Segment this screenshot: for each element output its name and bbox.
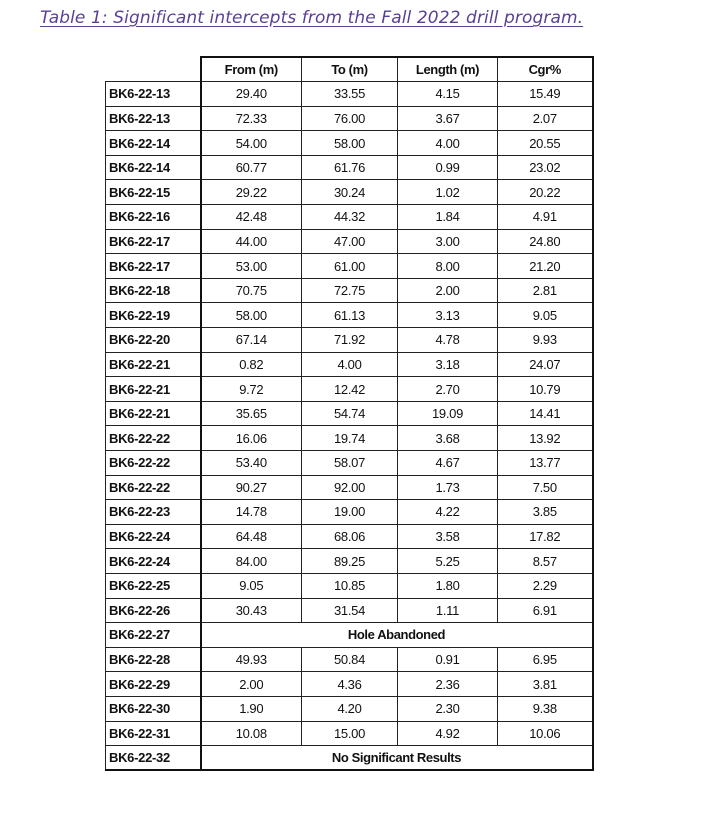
hole-id-cell: BK6-22-19	[106, 303, 201, 328]
from-cell: 72.33	[201, 106, 302, 131]
from-cell: 1.90	[201, 696, 302, 721]
hole-id-cell: BK6-22-15	[106, 180, 201, 205]
from-cell: 49.93	[201, 647, 302, 672]
length-cell: 3.58	[398, 524, 498, 549]
table-row	[106, 746, 593, 771]
cgr-cell: 6.91	[498, 598, 593, 623]
from-cell: 44.00	[201, 229, 302, 254]
from-cell: 54.00	[201, 131, 302, 156]
intercepts-table	[105, 56, 594, 771]
hole-id-cell: BK6-22-16	[106, 205, 201, 230]
header-length: Length (m)	[398, 57, 498, 82]
to-cell: 33.55	[302, 82, 398, 107]
table-row	[106, 573, 593, 598]
table-row	[106, 500, 593, 525]
hole-id-cell: BK6-22-21	[106, 352, 201, 377]
length-cell: 4.22	[398, 500, 498, 525]
table-row	[106, 254, 593, 279]
table-row	[106, 672, 593, 697]
hole-id-cell: BK6-22-28	[106, 647, 201, 672]
length-cell: 4.67	[398, 451, 498, 476]
table-row	[106, 401, 593, 426]
table-row	[106, 82, 593, 107]
length-cell: 2.70	[398, 377, 498, 402]
cgr-cell: 2.29	[498, 573, 593, 598]
cgr-cell: 2.07	[498, 106, 593, 131]
from-cell: 35.65	[201, 401, 302, 426]
table-row	[106, 475, 593, 500]
cgr-cell: 24.80	[498, 229, 593, 254]
table-row	[106, 229, 593, 254]
to-cell: 4.00	[302, 352, 398, 377]
to-cell: 61.76	[302, 155, 398, 180]
length-cell: 4.15	[398, 82, 498, 107]
from-cell: 16.06	[201, 426, 302, 451]
to-cell: 92.00	[302, 475, 398, 500]
table-caption: Table 1: Significant intercepts from the Fall 2022 drill program.	[40, 8, 584, 28]
hole-id-cell: BK6-22-31	[106, 721, 201, 746]
cgr-cell: 3.81	[498, 672, 593, 697]
header-to: To (m)	[302, 57, 398, 82]
to-cell: 61.00	[302, 254, 398, 279]
to-cell: 58.07	[302, 451, 398, 476]
cgr-cell: 13.77	[498, 451, 593, 476]
hole-id-cell: BK6-22-13	[106, 106, 201, 131]
hole-id-cell: BK6-22-22	[106, 475, 201, 500]
table-row	[106, 647, 593, 672]
from-cell: 29.22	[201, 180, 302, 205]
cgr-cell: 9.38	[498, 696, 593, 721]
from-cell: 58.00	[201, 303, 302, 328]
cgr-cell: 23.02	[498, 155, 593, 180]
to-cell: 4.20	[302, 696, 398, 721]
to-cell: 50.84	[302, 647, 398, 672]
table-row	[106, 426, 593, 451]
to-cell: 4.36	[302, 672, 398, 697]
cgr-cell: 20.22	[498, 180, 593, 205]
cgr-cell: 6.95	[498, 647, 593, 672]
to-cell: 44.32	[302, 205, 398, 230]
cgr-cell: 20.55	[498, 131, 593, 156]
from-cell: 9.72	[201, 377, 302, 402]
length-cell: 4.92	[398, 721, 498, 746]
cgr-cell: 9.05	[498, 303, 593, 328]
cgr-cell: 14.41	[498, 401, 593, 426]
from-cell: 53.00	[201, 254, 302, 279]
from-cell: 70.75	[201, 278, 302, 303]
header-blank-cell	[106, 57, 201, 82]
table-row	[106, 696, 593, 721]
cgr-cell: 10.79	[498, 377, 593, 402]
header-from: From (m)	[201, 57, 302, 82]
length-cell: 1.73	[398, 475, 498, 500]
hole-id-cell: BK6-22-30	[106, 696, 201, 721]
hole-id-cell: BK6-22-26	[106, 598, 201, 623]
to-cell: 31.54	[302, 598, 398, 623]
hole-id-cell: BK6-22-23	[106, 500, 201, 525]
length-cell: 1.02	[398, 180, 498, 205]
hole-id-cell: BK6-22-17	[106, 229, 201, 254]
to-cell: 58.00	[302, 131, 398, 156]
hole-id-cell: BK6-22-25	[106, 573, 201, 598]
length-cell: 8.00	[398, 254, 498, 279]
hole-id-cell: BK6-22-21	[106, 401, 201, 426]
merged-note-cell: No Significant Results	[201, 746, 593, 771]
cgr-cell: 2.81	[498, 278, 593, 303]
hole-id-cell: BK6-22-22	[106, 451, 201, 476]
to-cell: 30.24	[302, 180, 398, 205]
merged-note-cell: Hole Abandoned	[201, 623, 593, 648]
from-cell: 9.05	[201, 573, 302, 598]
length-cell: 3.13	[398, 303, 498, 328]
table-row	[106, 303, 593, 328]
table-row	[106, 131, 593, 156]
cgr-cell: 3.85	[498, 500, 593, 525]
to-cell: 10.85	[302, 573, 398, 598]
table-row	[106, 598, 593, 623]
length-cell: 4.00	[398, 131, 498, 156]
table-row	[106, 180, 593, 205]
table-row	[106, 155, 593, 180]
to-cell: 71.92	[302, 328, 398, 353]
hole-id-cell: BK6-22-22	[106, 426, 201, 451]
from-cell: 14.78	[201, 500, 302, 525]
to-cell: 19.74	[302, 426, 398, 451]
length-cell: 1.84	[398, 205, 498, 230]
to-cell: 15.00	[302, 721, 398, 746]
cgr-cell: 21.20	[498, 254, 593, 279]
table-row	[106, 549, 593, 574]
hole-id-cell: BK6-22-14	[106, 155, 201, 180]
length-cell: 2.36	[398, 672, 498, 697]
to-cell: 89.25	[302, 549, 398, 574]
cgr-cell: 13.92	[498, 426, 593, 451]
to-cell: 54.74	[302, 401, 398, 426]
from-cell: 42.48	[201, 205, 302, 230]
to-cell: 76.00	[302, 106, 398, 131]
cgr-cell: 4.91	[498, 205, 593, 230]
cgr-cell: 7.50	[498, 475, 593, 500]
hole-id-cell: BK6-22-32	[106, 746, 201, 771]
to-cell: 19.00	[302, 500, 398, 525]
hole-id-cell: BK6-22-24	[106, 524, 201, 549]
cgr-cell: 9.93	[498, 328, 593, 353]
hole-id-cell: BK6-22-20	[106, 328, 201, 353]
hole-id-cell: BK6-22-14	[106, 131, 201, 156]
length-cell: 0.91	[398, 647, 498, 672]
hole-id-cell: BK6-22-29	[106, 672, 201, 697]
length-cell: 3.00	[398, 229, 498, 254]
from-cell: 64.48	[201, 524, 302, 549]
table-row	[106, 328, 593, 353]
length-cell: 3.18	[398, 352, 498, 377]
from-cell: 67.14	[201, 328, 302, 353]
to-cell: 12.42	[302, 377, 398, 402]
table-row	[106, 721, 593, 746]
table-row	[106, 377, 593, 402]
header-cgr: Cgr%	[498, 57, 593, 82]
table-row	[106, 205, 593, 230]
hole-id-cell: BK6-22-17	[106, 254, 201, 279]
to-cell: 61.13	[302, 303, 398, 328]
hole-id-cell: BK6-22-24	[106, 549, 201, 574]
cgr-cell: 24.07	[498, 352, 593, 377]
from-cell: 0.82	[201, 352, 302, 377]
length-cell: 1.11	[398, 598, 498, 623]
from-cell: 29.40	[201, 82, 302, 107]
hole-id-cell: BK6-22-27	[106, 623, 201, 648]
cgr-cell: 15.49	[498, 82, 593, 107]
table-header-row	[106, 57, 593, 82]
length-cell: 2.30	[398, 696, 498, 721]
length-cell: 2.00	[398, 278, 498, 303]
cgr-cell: 8.57	[498, 549, 593, 574]
from-cell: 90.27	[201, 475, 302, 500]
table-row	[106, 278, 593, 303]
table-row	[106, 352, 593, 377]
cgr-cell: 17.82	[498, 524, 593, 549]
length-cell: 3.68	[398, 426, 498, 451]
table-body	[106, 82, 593, 771]
from-cell: 10.08	[201, 721, 302, 746]
from-cell: 60.77	[201, 155, 302, 180]
hole-id-cell: BK6-22-13	[106, 82, 201, 107]
length-cell: 19.09	[398, 401, 498, 426]
length-cell: 1.80	[398, 573, 498, 598]
table-row	[106, 106, 593, 131]
from-cell: 30.43	[201, 598, 302, 623]
to-cell: 72.75	[302, 278, 398, 303]
from-cell: 84.00	[201, 549, 302, 574]
length-cell: 0.99	[398, 155, 498, 180]
length-cell: 3.67	[398, 106, 498, 131]
length-cell: 4.78	[398, 328, 498, 353]
to-cell: 68.06	[302, 524, 398, 549]
table-row	[106, 623, 593, 648]
table-row	[106, 524, 593, 549]
from-cell: 53.40	[201, 451, 302, 476]
length-cell: 5.25	[398, 549, 498, 574]
hole-id-cell: BK6-22-18	[106, 278, 201, 303]
to-cell: 47.00	[302, 229, 398, 254]
cgr-cell: 10.06	[498, 721, 593, 746]
hole-id-cell: BK6-22-21	[106, 377, 201, 402]
from-cell: 2.00	[201, 672, 302, 697]
table-row	[106, 451, 593, 476]
